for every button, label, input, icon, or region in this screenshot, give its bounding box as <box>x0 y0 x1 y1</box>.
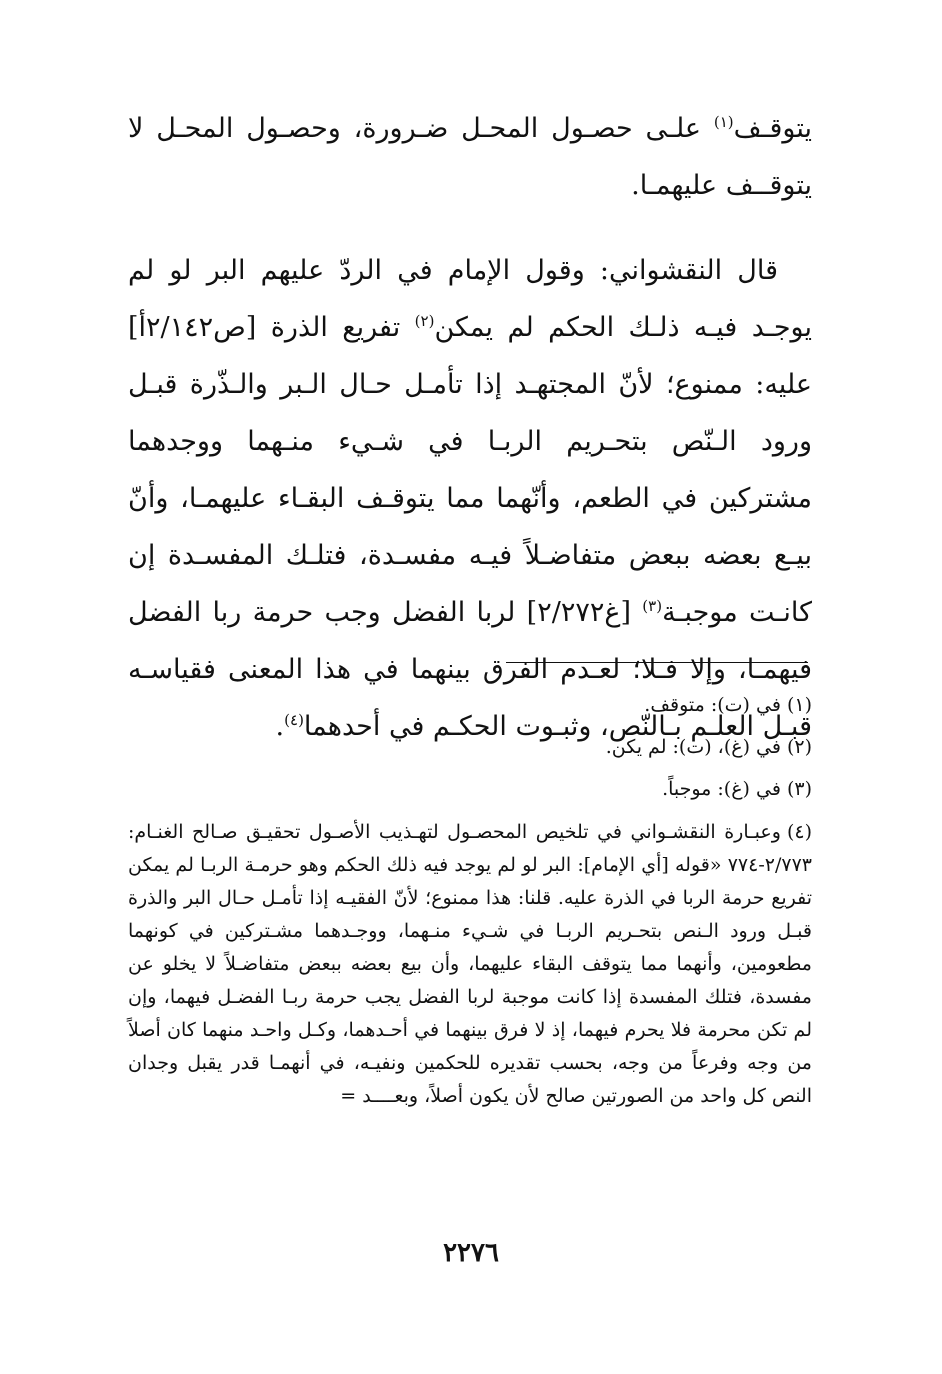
footnote-4 <box>128 816 812 1113</box>
paragraph-1-part-1: يتوقـف <box>733 113 812 144</box>
footnote-number: (١) <box>786 694 812 716</box>
footnote-number: (٤) <box>786 821 812 843</box>
footnote-ref-2: (٢) <box>414 312 435 330</box>
footnote-text: في (غ)، (ت): لم يكن. <box>605 736 781 758</box>
paragraph-2-part-1: قال النقشواني: وقول الإمام في الردّ عليهم البر لو لم يوجـد فيـه ذلـك الحكم لم يمكن <box>128 255 813 343</box>
paragraph-1 <box>128 100 812 214</box>
footnote-ref-3: (٣) <box>642 597 663 615</box>
paragraph-2-part-4: . <box>275 711 285 742</box>
paragraph-2-part-3: [غ٢/٢٧٢] لربا الفضل وجب حرمة ربا الفضل فيهمـا، وإلا فـلا؛ لعـدم الفرق بينهما في هذا المعنى فقياسـه قبـل العلـم بـالنّص، وثبـوت الحكـم في أحدهما <box>128 597 812 742</box>
footnote-ref-1: (١) <box>713 113 734 131</box>
footnote-number: (٢) <box>786 736 812 758</box>
footnote-number: (٣) <box>786 778 812 800</box>
footnote-1 <box>128 690 812 721</box>
footnote-2 <box>128 732 812 763</box>
page-number: ٢٢٧٦ <box>443 1238 499 1268</box>
footnote-3 <box>128 774 812 805</box>
paragraph-2-part-2: تفريع الذرة [ص٢/١٤٢أ] عليه: ممنوع؛ لأنّ المجتهـد إذا تأمـل حـال الـبر والـذّرة قبـل ورود الـنّص بتحـريم الربـا في شـيء منـهما ووجدهما مشتركين في الطعم، وأنّهما مما يتوقـف البقـاء عليهمـا، وأنّ بيـع بعضه ببعض متفاضـلاً فيـه مفسـدة، فتلـك المفسـدة إن كانـت موجبـة <box>128 312 813 628</box>
paragraph-2 <box>128 242 812 755</box>
footnote-text: وعبـارة النقشـواني في تلخيص المحصـول لتهـذيب الأصـول تحقيـق صـالح الغنـام: ٢/٧٧٣-٧٧٤ «قوله [أي الإمام]: البر لو لم يوجد فيه ذلك الحكم وهو حرمـة الربـا لم يمكن تفريع حرمة الربا في الذرة عليه. قلنا: هذا ممنوع؛ لأنّ الفقيـه إذا تأمـل حـال البر والذرة قبـل ورود الـنص بتحـريم الربـا في شـيء منـهما، ووجـدهما مشـتركين في كونهما مطعومين، وأنهما مما يتوقف البقاء عليهما، وأن بيع بعضه ببعض متفاضـلاً لا يخلو عن مفسدة، فتلك المفسدة إذا كانت موجبة لربا الفضل يجب حرمة ربـا الفضـل فيهما، وإن لم تكن محرمة فلا يحرم فيهما، إذ لا فرق بينهما في أحـدهما، وكـل واحـد منهما كان أصلاً من وجه وفرعاً من وجه، بحسب تقديره للحكمين ونفيـه، في أنهمـا قدر يقبل وجدان النص كل واحد من الصورتين صالح لأن يكون أصلاً، وبعــــد = <box>128 821 812 1107</box>
paragraph-1-part-2: علـى حصـول المحـل ضـرورة، وحصـول المحـل لا يتوقــف عليهمـا. <box>128 113 812 201</box>
footnote-text: في (ت): متوقف. <box>644 694 781 716</box>
footnotes <box>128 690 812 1124</box>
footnote-text: في (غ): موجباً. <box>662 778 781 800</box>
main-text <box>128 100 812 755</box>
footnote-separator <box>506 662 808 663</box>
footnote-ref-4: (٤) <box>284 711 304 729</box>
